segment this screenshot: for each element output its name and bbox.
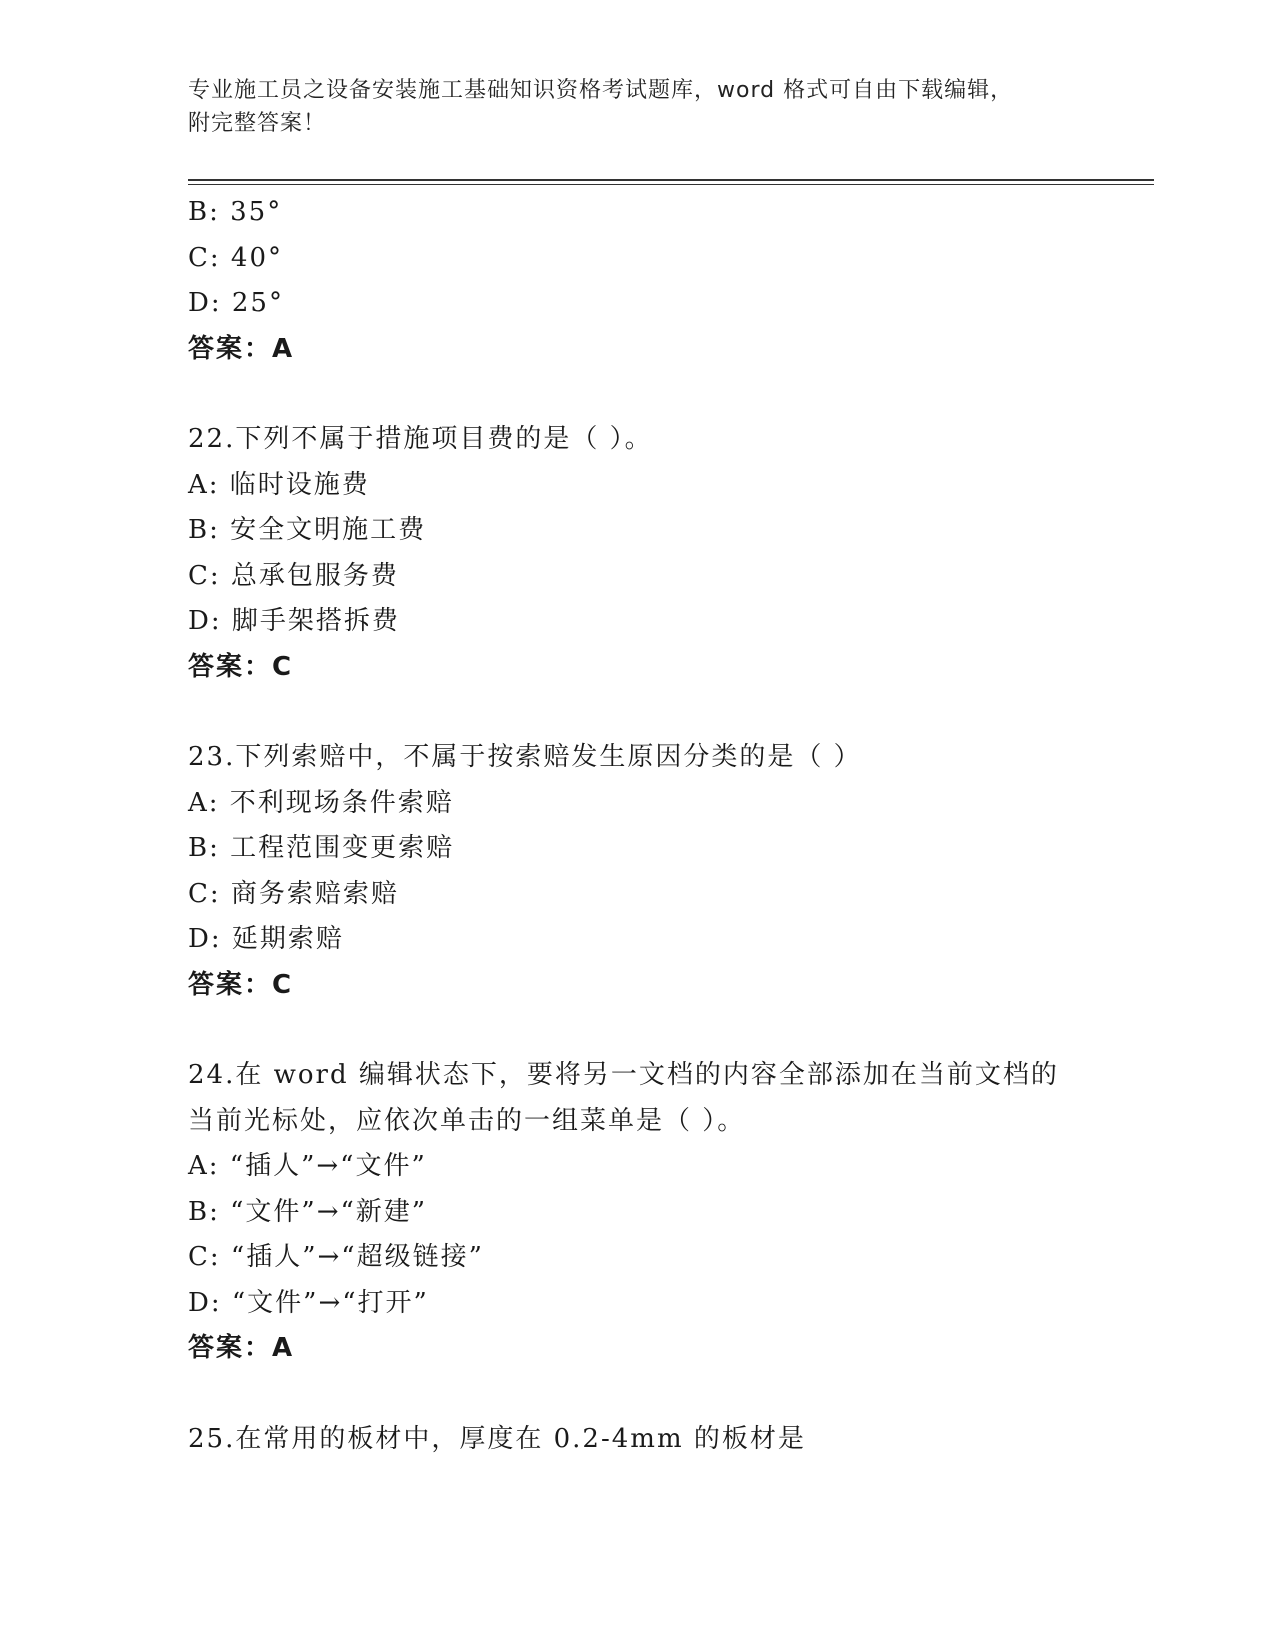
option-a: A: “插人”→“文件” (188, 1151, 427, 1181)
option-b: B: “文件”→“新建” (188, 1196, 428, 1227)
answer-line: 答案：C (188, 969, 294, 1000)
option-d: D: 延期索赔 (188, 924, 344, 954)
question-24 (188, 1053, 1068, 1372)
option-a: A: 临时设施费 (188, 469, 370, 500)
option-d: D: 25° (188, 288, 284, 318)
question-text: 23.下列索赔中，不属于按索赔发生原因分类的是（ ） (188, 742, 862, 772)
question-21-continued (188, 190, 1068, 372)
header-rule-thick (188, 179, 1154, 181)
option-b: B: 安全文明施工费 (188, 515, 427, 545)
question-22 (188, 417, 1068, 690)
option-c: C: 商务索赔索赔 (188, 878, 399, 909)
question-25 (188, 1417, 1068, 1463)
option-d: D: 脚手架搭拆费 (188, 606, 400, 636)
question-23 (188, 735, 1068, 1008)
option-c: C: 总承包服务费 (188, 560, 399, 591)
header-line-1: 专业施工员之设备安装施工基础知识资格考试题库，word 格式可自由下载编辑， (188, 78, 1014, 103)
question-text: 25.在常用的板材中，厚度在 0.2-4mm 的板材是 (188, 1423, 806, 1454)
option-b: B: 35° (188, 197, 283, 227)
question-text-line-2: 当前光标处，应依次单击的一组菜单是（ ）。 (188, 1105, 746, 1136)
document-header (188, 74, 1068, 140)
answer-line: 答案：A (188, 1333, 295, 1363)
question-text: 22.下列不属于措施项目费的是（ ）。 (188, 424, 653, 454)
option-d: D: “文件”→“打开” (188, 1287, 429, 1318)
header-rule-thin (188, 184, 1154, 185)
option-c: C: “插人”→“超级链接” (188, 1242, 484, 1272)
answer-line: 答案：A (188, 333, 295, 364)
document-body (188, 190, 1068, 1462)
answer-line: 答案：C (188, 651, 294, 682)
option-b: B: 工程范围变更索赔 (188, 833, 455, 863)
option-c: C: 40° (188, 242, 284, 273)
option-a: A: 不利现场条件索赔 (188, 787, 454, 818)
header-line-2: 附完整答案！ (188, 111, 327, 136)
question-text-line-1: 24.在 word 编辑状态下，要将另一文档的内容全部添加在当前文档的 (188, 1060, 1059, 1090)
